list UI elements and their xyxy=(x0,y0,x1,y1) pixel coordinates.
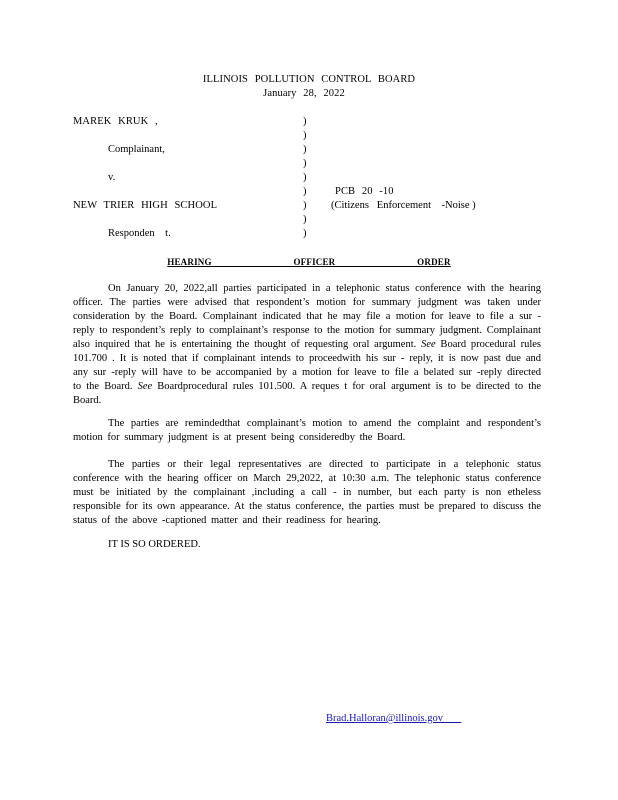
p1-text-a: On January 20, 2022,all parties participated in a telephonic status conference with the hearing officer. The parties were advised that respondent’s motion for summary judgment was taken under consideration by the Board. Complainant indicated that he may file a motion for leave to file a sur -reply to respondent’s reply to complainant’s response to the motion for summary judgment. Complainant also inquired that he is entertaining the thought of requesting oral argument. xyxy=(73,283,541,350)
caption-paren: ) xyxy=(303,130,307,141)
order-date: January 28, 2022 xyxy=(263,88,345,99)
caption-paren: ) xyxy=(303,228,307,239)
caption-paren: ) xyxy=(303,116,307,127)
respondent-role: Responden t. xyxy=(108,228,171,239)
p2-text: The parties are remindedthat complainant’s motion to amend the complaint and respondent’s motion for summary judgment is at present being consideredby the Board. xyxy=(73,418,541,443)
case-number: PCB 20 -10 xyxy=(335,186,394,197)
paragraph-status-conference xyxy=(73,282,541,408)
p1-text-b: Board procedural rules 101.700 . It is noted that if complainant intends to proceedwith his sur - reply, it is now past due and any sur -reply will have to be accompanied by a motion for leave to file a belated sur -reply directed to the Board. xyxy=(73,339,541,392)
respondent-name: NEW TRIER HIGH SCHOOL xyxy=(73,200,218,211)
order-title-text: HEARING OFFICER ORDER xyxy=(167,257,451,267)
email-link[interactable]: Brad.Halloran@illinois.gov xyxy=(326,713,443,724)
order-title xyxy=(0,255,618,270)
p1-text-c: Boardprocedural rules 101.500. A reques t for oral argument is to be directed to the Board. xyxy=(73,381,542,406)
caption-paren: ) xyxy=(303,186,307,197)
caption-paren: ) xyxy=(303,200,307,211)
signature-email[interactable] xyxy=(326,712,461,726)
p1-see-2: See xyxy=(137,381,153,392)
caption-paren: ) xyxy=(303,172,307,183)
paragraph-reminder xyxy=(73,417,541,445)
complainant-name: MAREK KRUK , xyxy=(73,116,158,127)
board-name: ILLINOIS POLLUTION CONTROL BOARD xyxy=(202,74,416,85)
caption-paren: ) xyxy=(303,214,307,225)
so-ordered: IT IS SO ORDERED. xyxy=(108,539,201,550)
p1-see-1: See xyxy=(421,339,436,350)
caption-paren: ) xyxy=(303,144,307,155)
paragraph-directive xyxy=(73,458,541,528)
versus-label: v. xyxy=(108,172,116,183)
case-type: (Citizens Enforcement -Noise ) xyxy=(331,200,476,211)
complainant-role: Complainant, xyxy=(108,144,165,155)
p3-text: The parties or their legal representatives are directed to participate in a telephonic status conference with the hearing officer on March 29,2022, at 10:30 a.m. The telephonic status conference must be initiated by the complainant ,including a call - in number, but each party is non etheless responsible for its own appearance. At the status conference, the parties must be prepared to discuss the status of the above -captioned matter and their readiness for hearing. xyxy=(73,459,541,526)
caption-parentheses xyxy=(303,115,313,241)
caption-paren: ) xyxy=(303,158,307,169)
